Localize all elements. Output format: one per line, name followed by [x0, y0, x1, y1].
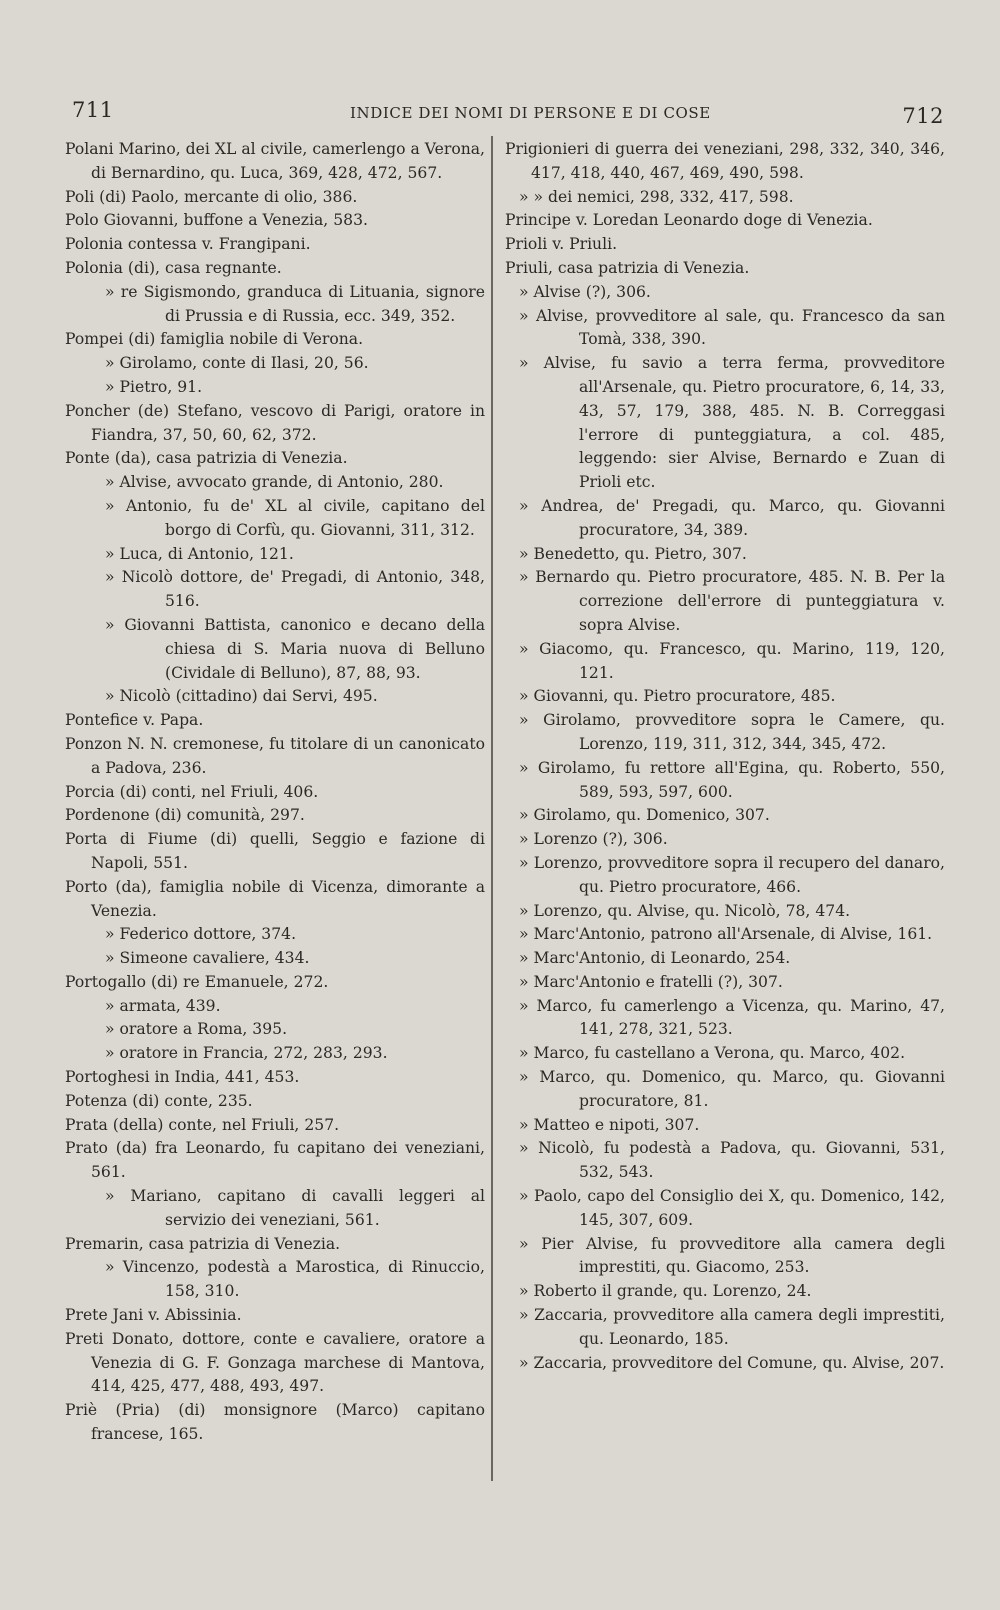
page-header — [0, 98, 1000, 128]
index-subentry: » Pier Alvise, fu provveditore alla camera degli imprestiti, qu. Giacomo, 253. — [519, 1234, 945, 1277]
right-index-column — [505, 138, 945, 1375]
index-subentry: » oratore in Francia, 272, 283, 293. — [105, 1044, 388, 1063]
index-subentry: » Alvise, avvocato grande, di Antonio, 280. — [105, 473, 444, 492]
index-entry: Ponte (da), casa patrizia di Venezia. — [65, 449, 348, 468]
index-entry: Priè (Pria) (di) monsignore (Marco) capitano francese, 165. — [65, 1401, 485, 1444]
index-entry: Poli (di) Paolo, mercante di olio, 386. — [65, 187, 358, 206]
index-entry: Prioli v. Priuli. — [505, 235, 618, 254]
index-entry: Prato (da) fra Leonardo, fu capitano dei veneziani, 561. — [65, 1139, 485, 1182]
index-subentry: » Simeone cavaliere, 434. — [105, 949, 310, 968]
index-subentry: » Alvise, fu savio a terra ferma, provveditore all'Arsenale, qu. Pietro procuratore, 6, 14, 33, 43, 57, 179, 388, 485. N. B. Correggasi l'errore di punteggiatura, a col. 485, leggendo: sier Alvise, Bernardo e Zuan di Prioli etc. — [519, 354, 945, 492]
index-subentry: » Girolamo, fu rettore all'Egina, qu. Roberto, 550, 589, 593, 597, 600. — [519, 758, 945, 801]
index-subentry: » Marc'Antonio, di Leonardo, 254. — [519, 949, 791, 968]
index-subentry: » Nicolò dottore, de' Pregadi, di Antonio, 348, 516. — [105, 568, 485, 611]
index-subentry: » Giovanni Battista, canonico e decano della chiesa di S. Maria nuova di Belluno (Cividale di Belluno), 87, 88, 93. — [105, 615, 485, 682]
index-entry: Polonia (di), casa regnante. — [65, 258, 282, 277]
index-entry: Portogallo (di) re Emanuele, 272. — [65, 972, 329, 991]
index-entry: Portoghesi in India, 441, 453. — [65, 1068, 300, 1087]
index-subentry: » armata, 439. — [105, 996, 221, 1015]
index-subentry: » Bernardo qu. Pietro procuratore, 485. N. B. Per la correzione dell'errore di punteggiatura v. sopra Alvise. — [519, 568, 945, 634]
index-entry: Polo Giovanni, buffone a Venezia, 583. — [65, 211, 368, 230]
index-subentry: » Zaccaria, provveditore alla camera degli imprestiti, qu. Leonardo, 185. — [519, 1306, 945, 1348]
index-entry: Porta di Fiume (di) quelli, Seggio e fazione di Napoli, 551. — [65, 830, 485, 872]
index-subentry: » Alvise (?), 306. — [519, 282, 651, 301]
index-subentry: » Matteo e nipoti, 307. — [519, 1115, 700, 1134]
index-subentry: » Zaccaria, provveditore del Comune, qu. Alvise, 207. — [519, 1353, 945, 1372]
index-subentry: » Marco, qu. Domenico, qu. Marco, qu. Giovanni procuratore, 81. — [519, 1068, 945, 1110]
index-subentry: » Federico dottore, 374. — [105, 925, 297, 944]
index-subentry: » » dei nemici, 298, 332, 417, 598. — [519, 187, 794, 206]
index-subentry: » Lorenzo, provveditore sopra il recupero del danaro, qu. Pietro procuratore, 466. — [519, 853, 945, 896]
index-subentry: » Marco, fu castellano a Verona, qu. Marco, 402. — [519, 1044, 906, 1063]
index-subentry: » Girolamo, conte di Ilasi, 20, 56. — [105, 354, 369, 373]
index-entry: Principe v. Loredan Leonardo doge di Venezia. — [505, 211, 873, 230]
index-subentry: » Marc'Antonio e fratelli (?), 307. — [519, 972, 783, 991]
index-subentry: » Marco, fu camerlengo a Vicenza, qu. Marino, 47, 141, 278, 321, 523. — [519, 996, 945, 1039]
index-subentry: » Giacomo, qu. Francesco, qu. Marino, 119, 120, 121. — [519, 639, 945, 682]
index-subentry: » Mariano, capitano di cavalli leggeri al servizio dei veneziani, 561. — [105, 1187, 485, 1229]
left-page-number: 711 — [72, 98, 114, 122]
index-subentry: » Nicolò (cittadino) dai Servi, 495. — [105, 687, 378, 706]
index-entry: Poncher (de) Stefano, vescovo di Parigi, oratore in Fiandra, 37, 50, 60, 62, 372. — [65, 401, 485, 444]
index-entry: Porcia (di) conti, nel Friuli, 406. — [65, 782, 319, 801]
index-subentry: » Pietro, 91. — [105, 377, 203, 396]
index-subentry: » Paolo, capo del Consiglio dei X, qu. Domenico, 142, 145, 307, 609. — [519, 1187, 945, 1229]
index-entry: Pontefice v. Papa. — [65, 711, 204, 730]
index-entry: Porto (da), famiglia nobile di Vicenza, dimorante a Venezia. — [65, 877, 485, 920]
index-entry: Prete Jani v. Abissinia. — [65, 1306, 242, 1325]
index-subentry: » re Sigismondo, granduca di Lituania, signore di Prussia e di Russia, ecc. 349, 352. — [105, 282, 485, 325]
running-title: INDICE DEI NOMI DI PERSONE E DI COSE — [350, 104, 711, 122]
index-subentry: » Alvise, provveditore al sale, qu. Francesco da san Tomà, 338, 390. — [519, 306, 945, 349]
index-subentry: » oratore a Roma, 395. — [105, 1020, 288, 1039]
index-entry: Polani Marino, dei XL al civile, camerlengo a Verona, di Bernardino, qu. Luca, 369, 428, 472, 567. — [65, 140, 485, 182]
index-entry: Prata (della) conte, nel Friuli, 257. — [65, 1115, 340, 1134]
index-entry: Ponzon N. N. cremonese, fu titolare di un canonicato a Padova, 236. — [65, 734, 485, 777]
index-subentry: » Lorenzo, qu. Alvise, qu. Nicolò, 78, 474. — [519, 901, 851, 920]
index-entry: Pordenone (di) comunità, 297. — [65, 806, 305, 825]
index-subentry: » Luca, di Antonio, 121. — [105, 544, 294, 563]
index-subentry: » Andrea, de' Pregadi, qu. Marco, qu. Giovanni procuratore, 34, 389. — [519, 496, 945, 539]
index-entry: Pompei (di) famiglia nobile di Verona. — [65, 330, 364, 349]
index-subentry: » Vincenzo, podestà a Marostica, di Rinuccio, 158, 310. — [105, 1258, 485, 1301]
index-subentry: » Nicolò, fu podestà a Padova, qu. Giovanni, 531, 532, 543. — [519, 1139, 945, 1182]
left-index-column — [65, 138, 485, 1447]
index-subentry: » Roberto il grande, qu. Lorenzo, 24. — [519, 1282, 812, 1301]
index-entry: Preti Donato, dottore, conte e cavaliere, oratore a Venezia di G. F. Gonzaga marchese di Mantova, 414, 425, 477, 488, 493, 497. — [65, 1329, 485, 1396]
index-subentry: » Marc'Antonio, patrono all'Arsenale, di Alvise, 161. — [519, 925, 933, 944]
index-subentry: » Girolamo, provveditore sopra le Camere, qu. Lorenzo, 119, 311, 312, 344, 345, 472. — [519, 711, 945, 753]
index-entry: Potenza (di) conte, 235. — [65, 1091, 253, 1110]
index-entry: Polonia contessa v. Frangipani. — [65, 235, 311, 254]
index-entry: Prigionieri di guerra dei veneziani, 298, 332, 340, 346, 417, 418, 440, 467, 469, 490, 598. — [505, 140, 945, 182]
right-page-number: 712 — [902, 104, 944, 128]
index-subentry: » Girolamo, qu. Domenico, 307. — [519, 806, 770, 825]
column-divider — [491, 136, 493, 1481]
index-entry: Priuli, casa patrizia di Venezia. — [505, 258, 750, 277]
index-subentry: » Benedetto, qu. Pietro, 307. — [519, 544, 747, 563]
index-entry: Premarin, casa patrizia di Venezia. — [65, 1234, 341, 1253]
index-subentry: » Antonio, fu de' XL al civile, capitano del borgo di Corfù, qu. Giovanni, 311, 312. — [105, 496, 485, 539]
index-subentry: » Lorenzo (?), 306. — [519, 830, 668, 849]
index-subentry: » Giovanni, qu. Pietro procuratore, 485. — [519, 687, 836, 706]
